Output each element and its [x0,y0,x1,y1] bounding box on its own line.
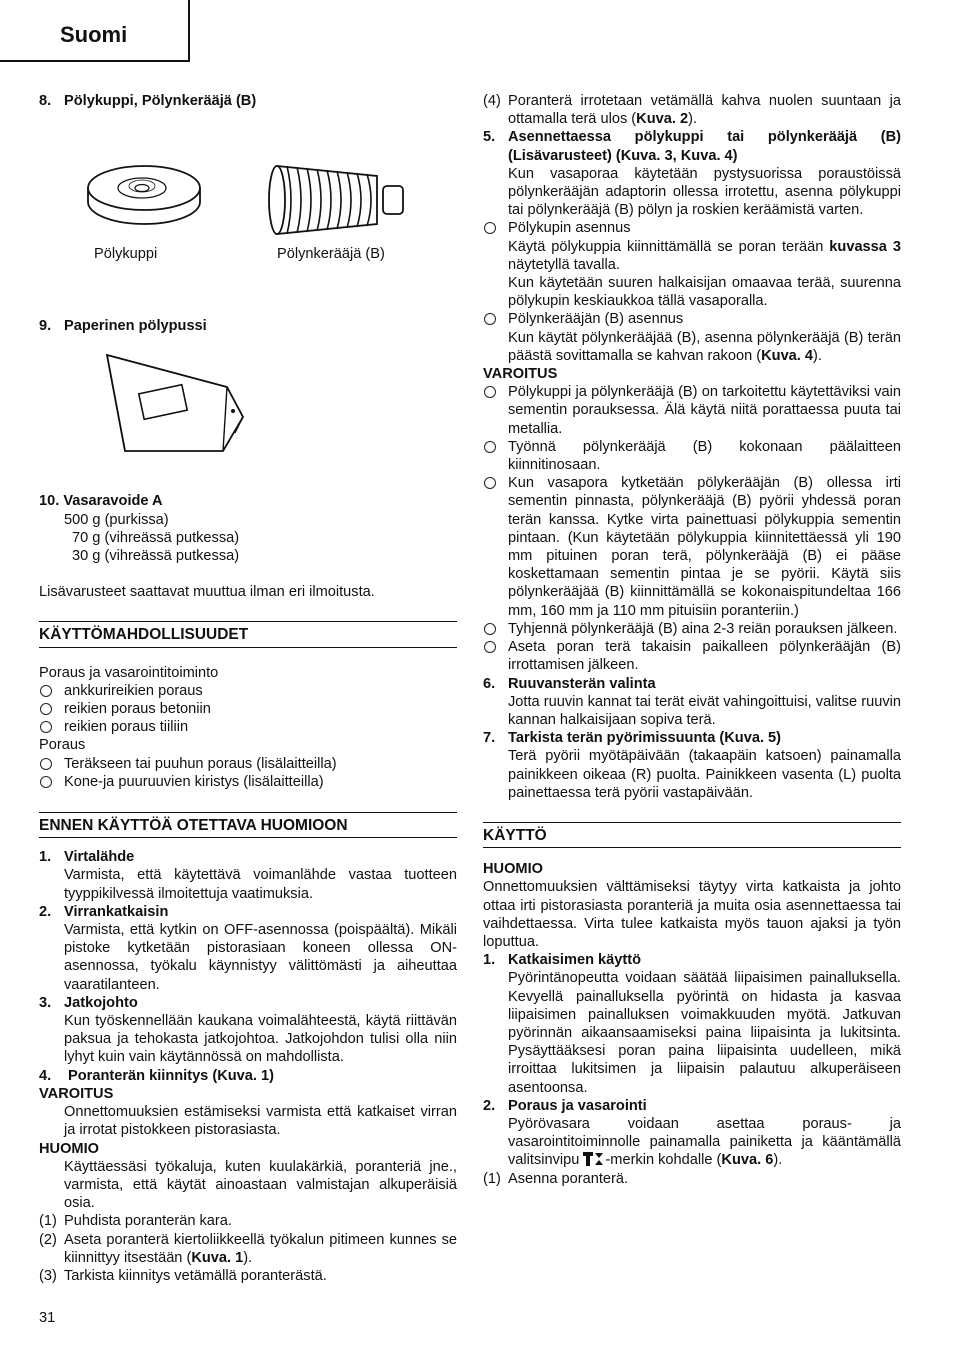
note-text: Käyttäessäsi työkaluja, kuten kuulakärkiä, poranteriä jne., varmista, että käytät ainoastaan valmistajan alkuperäisiä osia. [64,1158,457,1212]
dust-cup-mounting-title: Pölykupin asennus [483,219,901,237]
grease-option: 500 g (purkissa) [64,511,169,528]
dust-collector-mounting-text: Kun käytät pölynkerääjää (B), asenna pölynkerääjä (B) terän päästä sovittamalla se kahvan rakoon (Kuva. 4). [508,329,901,364]
figure-caption-dust-cup: Pölykuppi [94,246,158,263]
caution-text: Onnettomuuksien estämiseksi varmista että katkaiset virran ja irrotat pistokkeen pistorasiasta. [64,1104,457,1139]
note-label: HUOMIO [39,1140,99,1157]
prior-item-title: 5. Asennettaessa pölykuppi tai pölynkerääjä (B) (Lisävarusteet) (Kuva. 3, Kuva. 4) [483,129,901,164]
application-item: Kone-ja puuruuvien kiristys (lisälaitteilla) [39,773,457,791]
prior-item-text: Varmista, että kytkin on OFF-asennossa (poispäältä). Mikäli pistoke kytketään pistorasiaan koneen ollessa ON-asennossa, työkalu käynnistyy välittömästi ja aiheuttaa vaaratilanteen. [64,922,457,993]
step-item: (1) Puhdista poranterän kara. [39,1213,232,1230]
application-item: reikien poraus tiiliin [39,718,457,736]
step-item: (4) Poranterä irrotetaan vetämällä kahva nuolen suuntaan ja ottamalla terä ulos (Kuva. 2). [483,93,901,128]
step-item: (3) Tarkista kiinnitys vetämällä poranterästä. [39,1267,327,1284]
language-label: Suomi [60,22,128,47]
step-item: (2) Aseta poranterä kiertoliikkeellä työkalun pitimeen kunnes se kiinnittyy itsestään (Kuva. 1). [39,1231,457,1266]
caution-label: VAROITUS [483,366,558,383]
operation-heading: KÄYTTÖ [483,822,901,848]
paper-dust-bag-illustration [105,351,247,456]
caution-label: VAROITUS [39,1085,114,1102]
operation-item-title: 2. Poraus ja vasarointi [483,1097,647,1114]
dust-cup-mounting-text: Käytä pölykuppia kiinnittämällä se poran terään kuvassa 3 näytetyllä tavalla. [508,238,901,273]
dust-cup-illustration [84,160,204,230]
caution-item: Tyhjennä pölynkerääjä (B) aina 2-3 reiän porauksen jälkeen. [483,620,901,638]
grease-option: 70 g (vihreässä putkessa) [72,529,240,546]
item-8-title: 8. Pölykuppi, Pölynkerääjä (B) [39,93,257,109]
caution-item: Kun vasapora kytketään pölykerääjän (B) ollessa irti sementin pinnasta, pölynkerääjä (B) pyörii yhdessä poran terän kanssa. Kytke virta painettuasi pölykuppia sementin pintaan. (Kun käytetään pölykuppia kiinnitettäessä yli 190 mm pituinen poran terä, pölynkerääjä (B) ei pääse koskettamaan sementin pintaa je se pyörii. Käytä siis pölynkerääjää (B) kiinnittämällä se kokonaispitundeltaa 166 mm, 160 mm ja 110 mm pituisiin poranteriin.) [483,474,901,620]
prior-item-title: 4. Poranterän kiinnitys (Kuva. 1) [39,1067,274,1084]
page-number: 31 [39,1310,56,1326]
applications-group-label: Poraus ja vasarointitoiminto [39,664,219,681]
caution-item: Työnnä pölynkerääjä (B) kokonaan päälaitteen kiinnitinosaan. [483,438,901,474]
caution-item: Pölykuppi ja pölynkerääjä (B) on tarkoitettu käytettäviksi vain sementin porauksessa. Älä käytä niitä porattaessa puuta tai metallia. [483,383,901,438]
item-10-title: 10. Vasaravoide A [39,493,163,510]
dust-parts-figure [39,110,457,290]
operation-item-text: Pyörintänopeutta voidaan säätää liipaisimen painalluksella. Kevyellä painalluksella pyörintä on hidasta ja kasvaa liipaisimen painalluksen voimakkuuden myötä. Jatkuvan pyörinnän aikaansaamiseksi paina liipaisinta ja lukitsinta. Pysäyttääksesi poran paina liipaisinta uudelleen, mikä irroittaa lukitsimen ja liipaisin palautuu alkuperäiseen asentoonsa. [508,970,901,1096]
application-item: ankkurireikien poraus [39,682,457,700]
prior-item-title: 2. Virrankatkaisin [39,903,169,920]
dust-cup-mounting-text: Kun käytetään suuren halkaisijan omaavaa terää, suurenna pölykupin keskiaukkoa tällä vasaporalla. [508,275,901,310]
applications-group-label: Poraus [39,737,86,754]
application-item: reikien poraus betoniin [39,700,457,718]
left-column [39,92,457,1285]
operation-item-title: 1. Katkaisimen käyttö [483,952,642,969]
prior-item-text: Jotta ruuvin kannat tai terät eivät vahingoittuisi, valitse ruuvin kannan halkaisijaan sopiva terä. [508,693,901,728]
language-tab [0,0,190,62]
prior-item-title: 3. Jatkojohto [39,994,138,1011]
figure-caption-dust-collector: Pölynkerääjä (B) [277,246,385,263]
right-column [483,92,901,1188]
prior-item-title: 6. Ruuvansterän valinta [483,675,656,692]
hammer-drill-mode-icon [583,1151,605,1167]
prior-to-operation-heading: ENNEN KÄYTTÖÄ OTETTAVA HUOMIOON [39,812,457,838]
accessories-note: Lisävarusteet saattavat muuttua ilman eri ilmoitusta. [39,584,375,601]
prior-item-text: Varmista, että käytettävä voimanlähde vastaa tuotteen tyyppikilvessä ilmoitettuja vaatimuksia. [64,867,457,902]
caution-item: Aseta poran terä takaisin paikalleen pölynkerääjän (B) irrottamisen jälkeen. [483,638,901,674]
note-text: Onnettomuuksien välttämiseksi täytyy virta katkaista ja johto ottaa irti pistorasiasta poranteriä ja muita osia asennettaessa tai vaihdettaessa. Virta tulee katkaista myös tauon ajaksi ja työn loputtua. [483,879,901,950]
dust-collector-mounting-title: Pölynkerääjän (B) asennus [483,310,901,328]
dust-collector-illustration [265,160,410,240]
prior-item-title: 7. Tarkista terän pyörimissuunta (Kuva. 5) [483,730,782,747]
applications-heading: KÄYTTÖMAHDOLLISUUDET [39,621,457,647]
item-9-title: 9. Paperinen pölypussi [39,318,207,335]
note-label: HUOMIO [483,861,543,878]
operation-item-text: Pyörövasara voidaan asettaa poraus- ja vasarointitoiminnolle painamalla painiketta ja kääntämällä valitsinvipu -merkin kohdalle (Kuva. 6). [508,1115,901,1169]
step-item: (1) Asenna poranterä. [483,1170,629,1187]
grease-option: 30 g (vihreässä putkessa) [72,548,240,565]
application-item: Teräkseen tai puuhun poraus (lisälaitteilla) [39,755,457,773]
prior-item-text: Kun työskennellään kaukana voimalähteestä, käytä riittävän paksua ja tehokasta jatkojohtoa. Jatkojohdon tulisi olla niin lyhyt kuin vain käytännössä on mahdollista. [64,1013,457,1066]
prior-item-title: 1. Virtalähde [39,849,135,866]
prior-item-text: Terä pyörii myötäpäivään (takaapäin katsoen) painamalla painikkeen oikeaa (R) puolta. Painikkeen vasenta (L) puolta painettaessa terä pyörii vastapäivään. [508,748,901,801]
prior-item-text: Kun vasaporaa käytetään pystysuorissa poraustöissä pölynkerääjän adaptorin ollessa irrotettu, asenna pölykuppi tai pölynkerääjä (B) pölyn ja roskien keräämistä varten. [508,165,901,219]
